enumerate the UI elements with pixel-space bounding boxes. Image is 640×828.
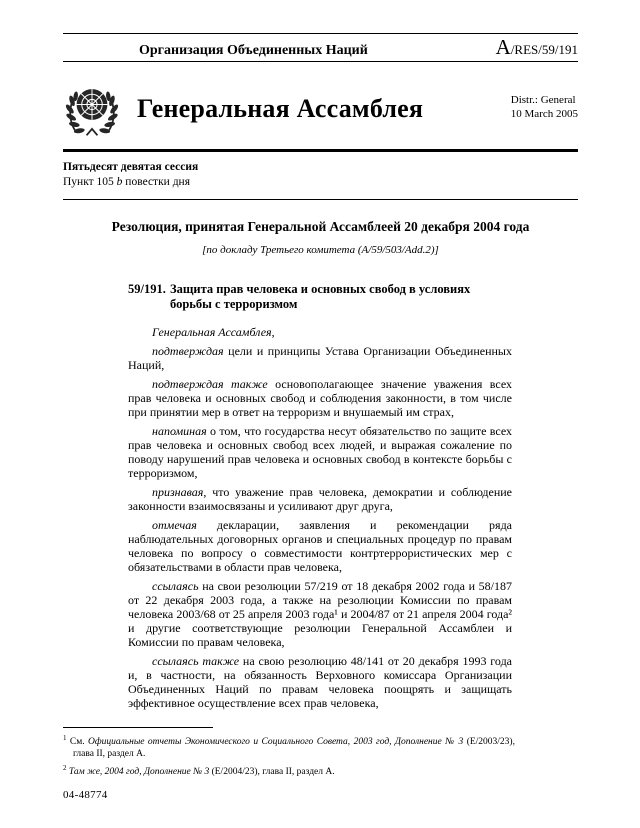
footnote: $^2$ Там же, 2004 год, Дополнение № 3 (E/2004/23), глава II, раздел A. (63, 764, 335, 778)
distr-type: Distr.: General (510, 94, 576, 106)
distr-date: 10 March 2005 (510, 108, 578, 120)
agenda-item (63, 175, 578, 190)
session-number: Пятьдесят девятая сессия (63, 161, 199, 173)
footnotes-list (63, 733, 515, 779)
paragraph-lead: Генеральная Ассамблея (152, 325, 272, 339)
paragraph-lead: напоминая (152, 424, 207, 438)
resolution-title: Резолюция, принятая Генеральной Ассамблеей 20 декабря 2004 года (111, 219, 530, 234)
preamble-paragraph: подтверждая также основополагающее значение уважения всех прав человека и основных свобод и соблюдения законности, в том числе при принятии мер в ответ на терроризм и внушаемый им страх, (128, 377, 512, 419)
paragraph-lead: ссылаясь также (152, 654, 240, 668)
footnote: $^1$ См. Официальные отчеты Экономического и Социального Совета, 2003 год, Дополнение № 3 (E/2003/23), глава II, раздел A. (63, 734, 515, 759)
paragraph-lead: подтверждая (152, 344, 224, 358)
document-symbol (496, 37, 578, 59)
preamble (128, 325, 512, 710)
paragraph-lead: ссылаясь (152, 579, 199, 593)
session-block (63, 152, 578, 200)
preamble-paragraph: Генеральная Ассамблея, (152, 325, 275, 339)
preamble-paragraph: ссылаясь также на свою резолюцию 48/141 от 20 декабря 1993 года и, в частности, на обязанность Верховного комиссара Организации Объединенных Наций по правам человека поощрять и защищать эффективное осуществление всех прав человека, (128, 654, 513, 710)
paragraph-lead: подтверждая также (152, 377, 268, 391)
agenda-item-suffix: повестки дня (122, 176, 190, 188)
resolution-heading (128, 282, 512, 312)
preamble-paragraph: подтверждая цели и принципы Устава Организации Объединенных Наций, (128, 344, 512, 372)
footnote-citation: Официальные отчеты Экономического и Социального Совета, 2003 год, Дополнение № 3 (88, 737, 464, 748)
preamble-paragraph: признавая, что уважение прав человека, демократии и соблюдение законности взаимосвязаны и усиливают друг друга, (128, 485, 512, 513)
resolution-number: 59/191. (128, 282, 166, 296)
report-reference: [по докладу Третьего комитета (A/59/503/Add.2)] (202, 244, 439, 256)
footnote-marker: 2 (63, 764, 67, 773)
footnotes (63, 727, 515, 782)
footnote-citation: Там же, 2004 год, Дополнение № 3 (68, 767, 210, 778)
org-name: Организация Объединенных Наций (139, 43, 368, 58)
resolution-heading-text: Защита прав человека и основных свобод в условиях борьбы с терроризмом (170, 282, 471, 311)
symbol-number: /RES/59/191 (510, 42, 578, 57)
footnote-separator (63, 727, 213, 728)
agenda-item-prefix: Пункт 105 (63, 176, 117, 188)
footnote-marker: 1 (63, 734, 67, 742)
preamble-paragraph: отмечая декларации, заявления и рекомендации ряда наблюдательных договорных органов и специальных процедур по правам человека по вопросу о совместимости контртеррористических мер с обязательствами в области прав человека, (128, 518, 512, 574)
paragraph-lead: признавая (152, 485, 204, 499)
doc-number: 04-48774 (63, 789, 108, 801)
masthead (63, 80, 578, 138)
preamble-paragraph: ссылаясь на свои резолюции 57/219 от 18 декабря 2002 года и 58/187 от 22 декабря 2003 года, а также на резолюции Комиссии по правам человека 2003/68 от 25 апреля 2003 года¹ и 2004/87 от 21 апреля 2004 года² и другие соответствующие резолюции Генеральной Ассамблеи и Комиссии по правам человека, (128, 579, 512, 649)
paragraph-lead: отмечая (152, 518, 197, 532)
resolution-body (128, 282, 512, 710)
distribution-info (511, 93, 578, 121)
preamble-paragraph: напоминая о том, что государства несут обязательство по защите всех прав человека и основных свобод всех людей, и выражая сожаление по поводу нарушений прав человека и основных свобод в контексте борьбы с терроризмом, (128, 424, 512, 480)
assembly-title: Генеральная Ассамблея (137, 94, 424, 123)
document-header (63, 33, 578, 62)
symbol-letter: A (495, 35, 511, 59)
agenda-item-letter: b (116, 176, 123, 188)
un-emblem-icon (63, 80, 121, 138)
